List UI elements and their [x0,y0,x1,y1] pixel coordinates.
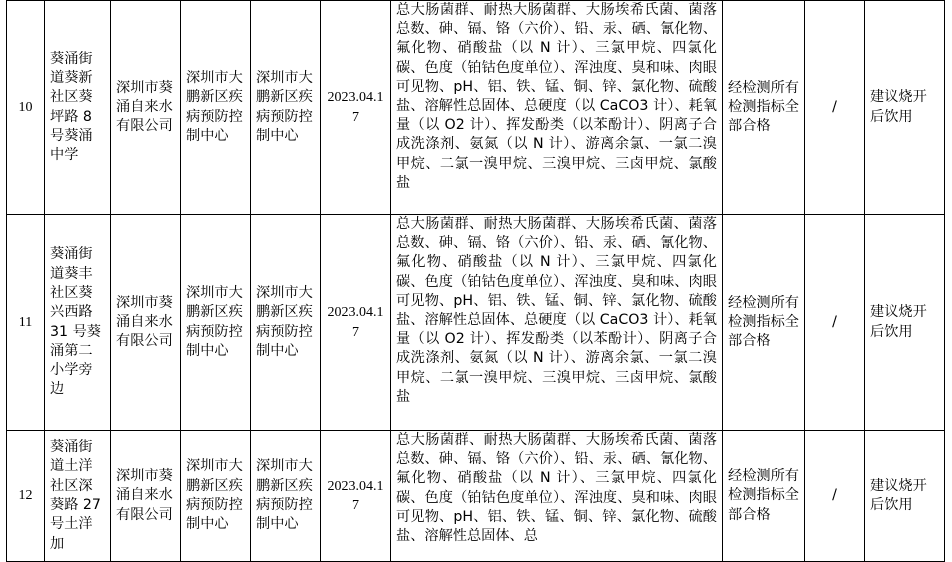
table-row [7,215,945,431]
water-supplier: 深圳市葵涌自来水有限公司 [111,1,181,215]
exceedance-note: / [805,1,865,215]
exceedance-note: / [805,215,865,431]
sampling-date: 2023.04.17 [321,1,391,215]
recommendation: 建议烧开后饮用 [865,431,945,562]
sampling-unit: 深圳市大鹏新区疾病预防控制中心 [181,215,251,431]
sampling-unit: 深圳市大鹏新区疾病预防控制中心 [181,431,251,562]
test-result: 经检测所有检测指标全部合格 [723,431,805,562]
row-number: 11 [7,215,45,431]
table-row [7,431,945,562]
water-supplier: 深圳市葵涌自来水有限公司 [111,215,181,431]
water-quality-table [6,0,945,562]
testing-unit: 深圳市大鹏新区疾病预防控制中心 [251,431,321,562]
row-number: 10 [7,1,45,215]
test-items: 总大肠菌群、耐热大肠菌群、大肠埃希氏菌、菌落总数、砷、镉、铬（六价）、铅、汞、硒、氰化物、氟化物、硝酸盐（以 N 计）、三氯甲烷、四氯化碳、色度（铂钴色度单位）、浑浊度、臭和味、肉眼可见物、pH、铝、铁、锰、铜、锌、氯化物、硫酸盐、溶解性总固体、总硬度（以 CaCO3 计）、耗氧量（以 O2 计）、挥发酚类（以苯酚计）、阴离子合成洗涤剂、氨氮（以 N 计）、游离余氯、一氯二溴甲烷、二氯一溴甲烷、三溴甲烷、三卤甲烷、氯酸盐 [391,215,723,431]
table-row [7,1,945,215]
test-result: 经检测所有检测指标全部合格 [723,1,805,215]
water-supplier: 深圳市葵涌自来水有限公司 [111,431,181,562]
test-items: 总大肠菌群、耐热大肠菌群、大肠埃希氏菌、菌落总数、砷、镉、铬（六价）、铅、汞、硒、氰化物、氟化物、硝酸盐（以 N 计）、三氯甲烷、四氯化碳、色度（铂钴色度单位）、浑浊度、臭和味、肉眼可见物、pH、铝、铁、锰、铜、锌、氯化物、硫酸盐、溶解性总固体、总 [391,431,723,562]
sampling-address: 葵涌街道葵新社区葵坪路 8 号葵涌中学 [45,1,111,215]
testing-unit: 深圳市大鹏新区疾病预防控制中心 [251,215,321,431]
row-number: 12 [7,431,45,562]
recommendation: 建议烧开后饮用 [865,1,945,215]
sampling-unit: 深圳市大鹏新区疾病预防控制中心 [181,1,251,215]
sampling-address: 葵涌街道葵丰社区葵兴西路 31 号葵涌第二小学旁边 [45,215,111,431]
sampling-date: 2023.04.17 [321,215,391,431]
test-items: 总大肠菌群、耐热大肠菌群、大肠埃希氏菌、菌落总数、砷、镉、铬（六价）、铅、汞、硒、氰化物、氟化物、硝酸盐（以 N 计）、三氯甲烷、四氯化碳、色度（铂钴色度单位）、浑浊度、臭和味、肉眼可见物、pH、铝、铁、锰、铜、锌、氯化物、硫酸盐、溶解性总固体、总硬度（以 CaCO3 计）、耗氧量（以 O2 计）、挥发酚类（以苯酚计）、阴离子合成洗涤剂、氨氮（以 N 计）、游离余氯、一氯二溴甲烷、二氯一溴甲烷、三溴甲烷、三卤甲烷、氯酸盐 [391,1,723,215]
recommendation: 建议烧开后饮用 [865,215,945,431]
exceedance-note: / [805,431,865,562]
sampling-address: 葵涌街道土洋社区深葵路 27 号土洋加 [45,431,111,562]
test-result: 经检测所有检测指标全部合格 [723,215,805,431]
testing-unit: 深圳市大鹏新区疾病预防控制中心 [251,1,321,215]
sampling-date: 2023.04.17 [321,431,391,562]
